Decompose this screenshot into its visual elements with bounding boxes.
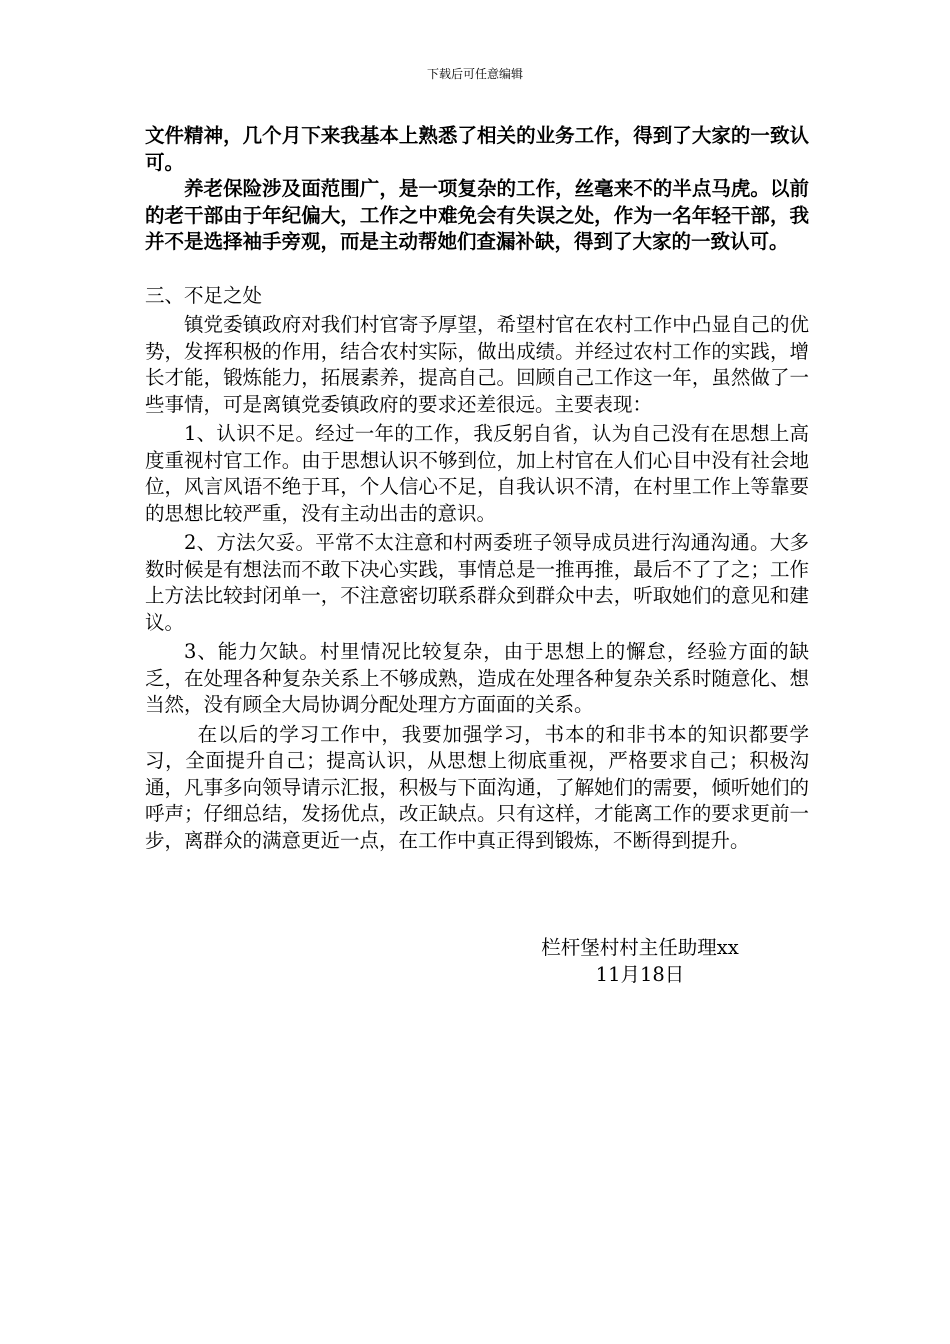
list-item-method: 2、方法欠妥。平常不太注意和村两委班子领导成员进行沟通沟通。大多数时候是有想法而不敢下决心实践，事情总是一推再推，最后不了了之；工作上方法比较封闭单一，不注意密切联系群众到群众中去，听取她们的意见和建议。	[145, 531, 809, 634]
paragraph-conclusion: 在以后的学习工作中，我要加强学习，书本的和非书本的知识都要学习，全面提升自己；提高认识，从思想上彻底重视，严格要求自己；积极沟通，凡事多向领导请示汇报，积极与下面沟通，了解她们的需要，倾听她们的呼声；仔细总结，发扬优点，改正缺点。只有这样，才能离工作的要求更前一步，离群众的满意更近一点，在工作中真正得到锻炼，不断得到提升。	[145, 722, 809, 852]
signature-block	[470, 934, 810, 988]
paragraph-pension: 养老保险涉及面范围广，是一项复杂的工作，丝毫来不的半点马虎。以前的老干部由于年纪偏大，工作之中难免会有失误之处，作为一名年轻干部，我并不是选择袖手旁观，而是主动帮她们查漏补缺，得到了大家的一致认可。	[145, 177, 809, 253]
blank-line	[145, 256, 809, 283]
list-item-awareness: 1、认识不足。经过一年的工作，我反躬自省，认为自己没有在思想上高度重视村官工作。由于思想认识不够到位，加上村官在人们心目中没有社会地位，风言风语不绝于耳，个人信心不足，自我认识不清，在村里工作上等靠要的思想比较严重，没有主动出击的意识。	[145, 422, 809, 525]
section-heading-shortcomings: 三、不足之处	[145, 283, 263, 307]
paragraph-continued: 文件精神，几个月下来我基本上熟悉了相关的业务工作，得到了大家的一致认可。	[145, 124, 809, 174]
signature-name: 栏杆堡村村主任助理xx	[541, 936, 739, 959]
document-body	[145, 123, 809, 854]
signature-date: 11月18日	[595, 963, 685, 986]
paragraph-intro: 镇党委镇政府对我们村官寄予厚望，希望村官在农村工作中凸显自己的优势，发挥积极的作用，结合农村实际，做出成绩。并经过农村工作的实践，增长才能，锻炼能力，拓展素养，提高自己。回顾自己工作这一年，虽然做了一些事情，可是离镇党委镇政府的要求还差很远。主要表现：	[145, 313, 809, 416]
list-item-ability: 3、能力欠缺。村里情况比较复杂，由于思想上的懈怠，经验方面的缺乏，在处理各种复杂关系上不够成熟，造成在处理各种复杂关系时随意化、想当然，没有顾全大局协调分配处理方方面面的关系。	[145, 640, 809, 716]
page-header: 下载后可任意编辑	[426, 67, 523, 81]
